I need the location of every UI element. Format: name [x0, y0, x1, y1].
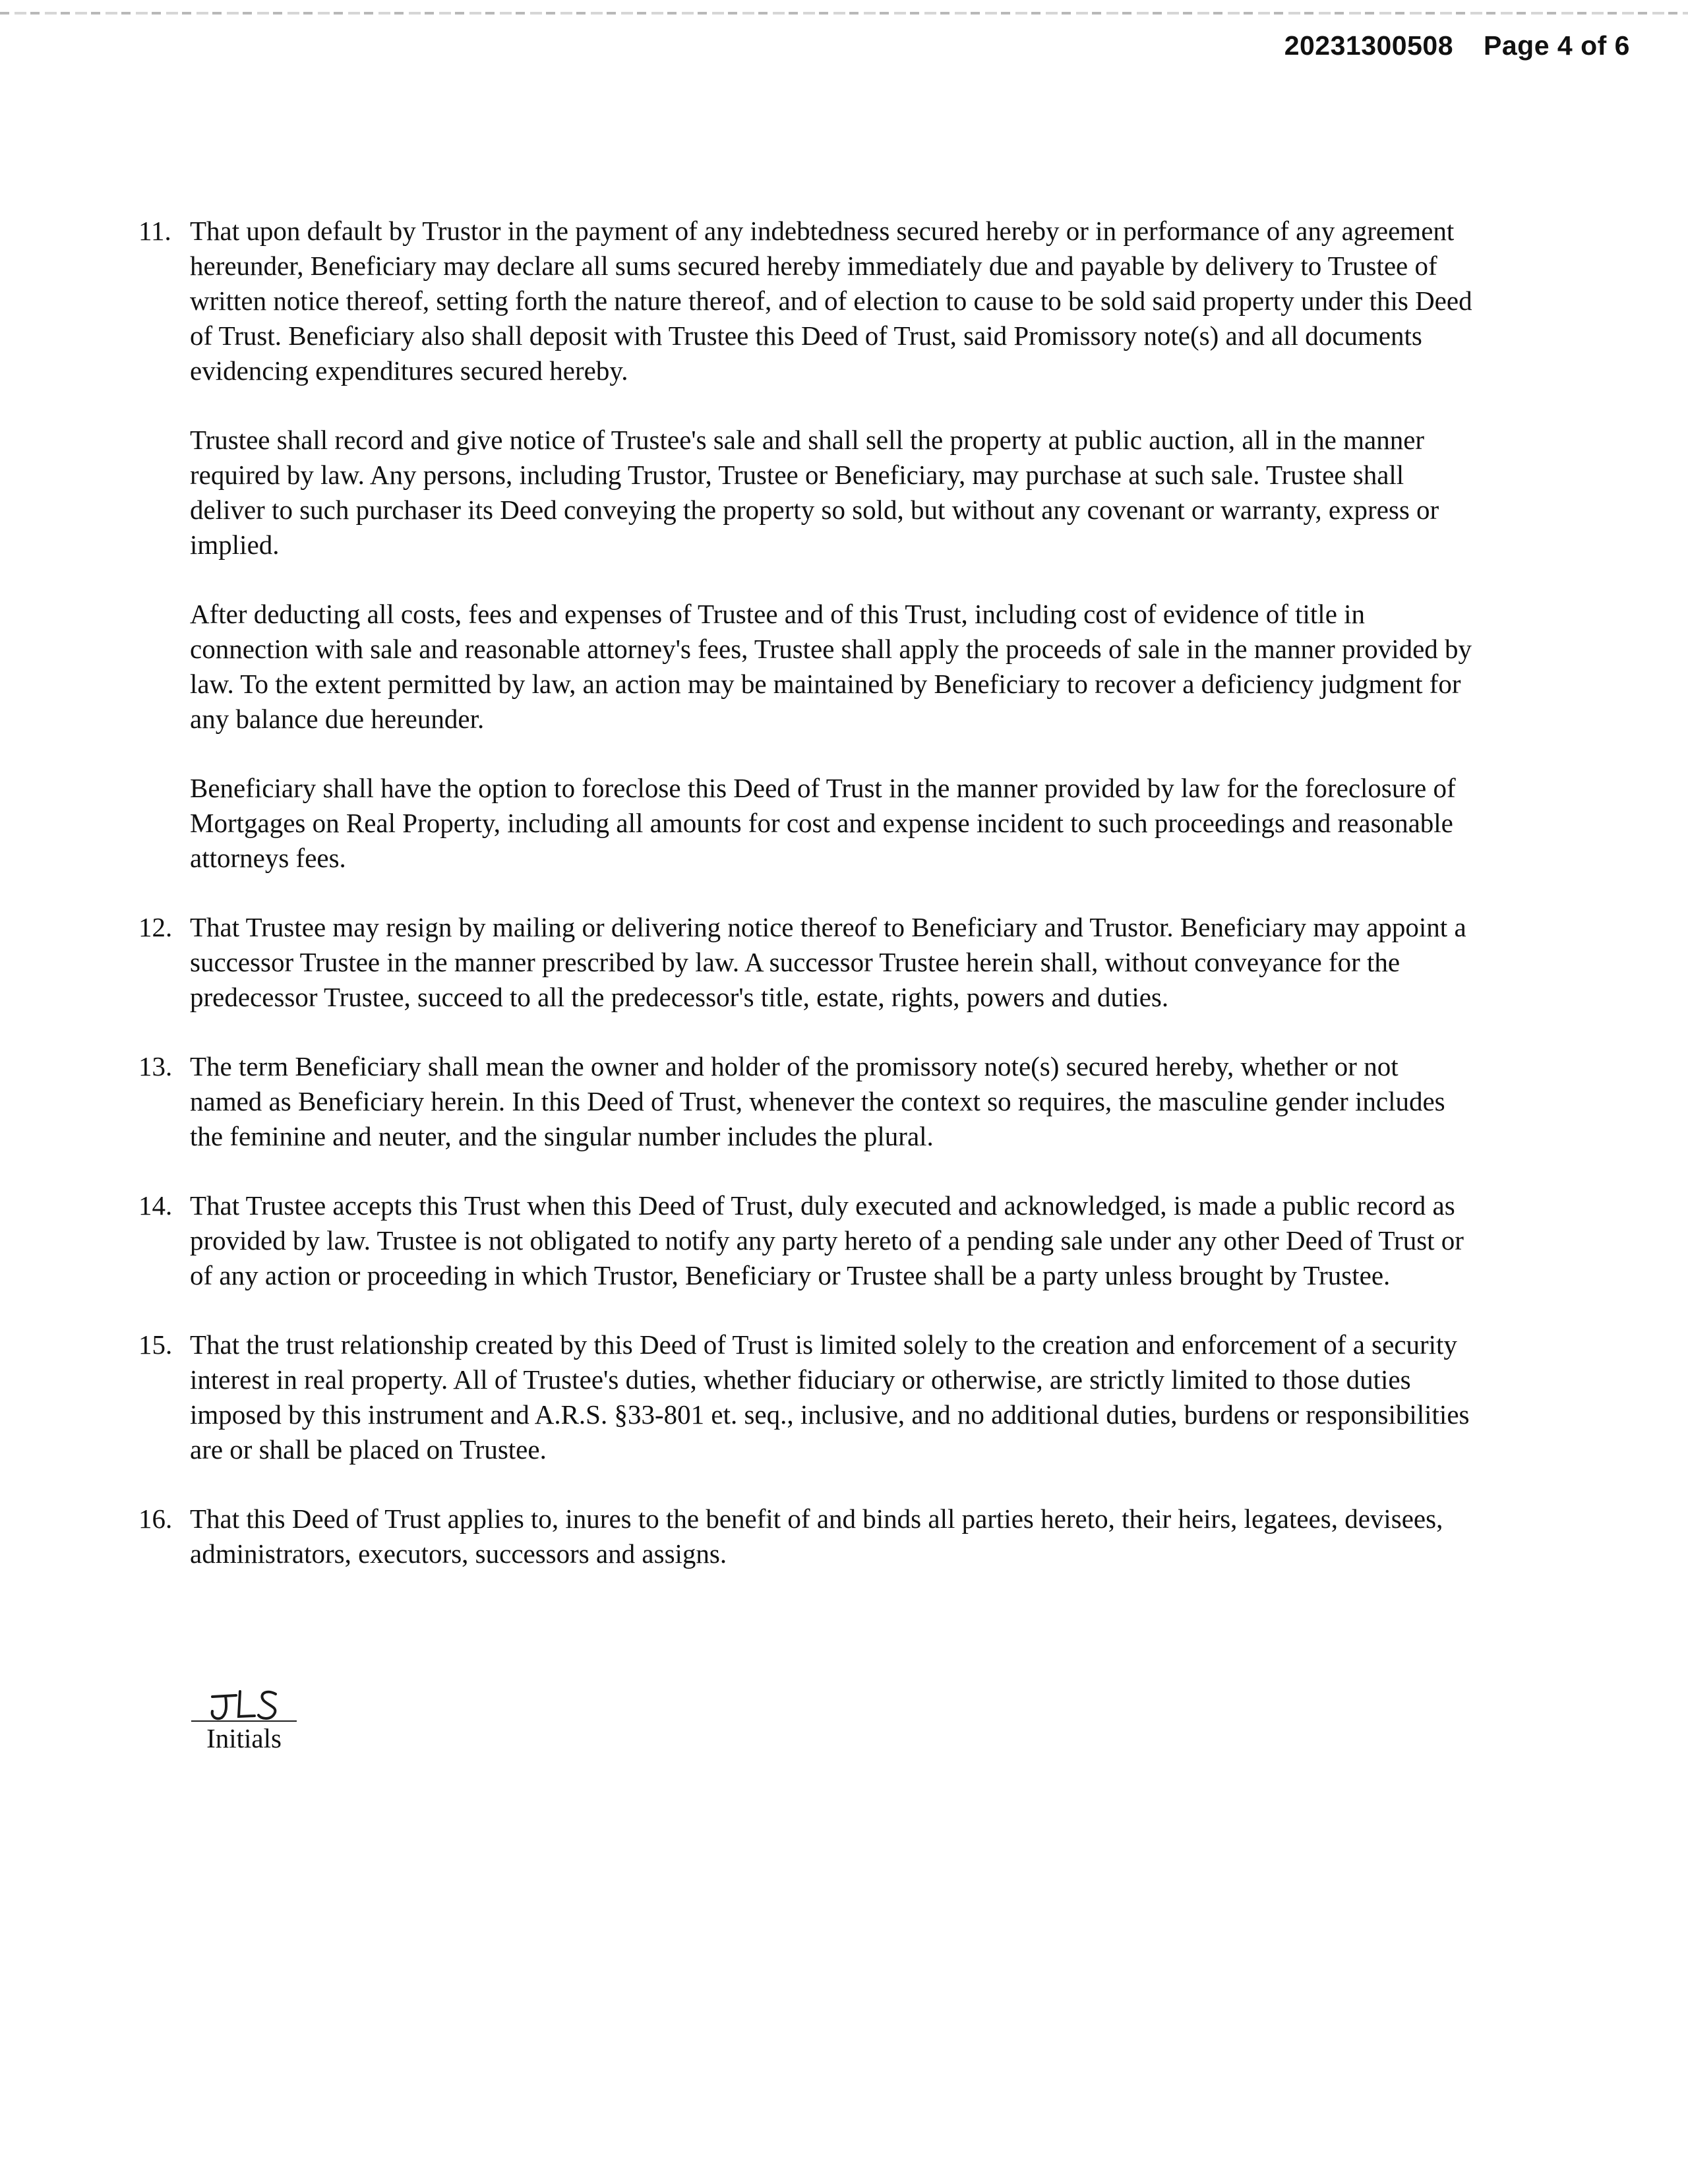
- provision-paragraph: After deducting all costs, fees and expenses of Trustee and of this Trust, including cost of evidence of title in connection with sale and reasonable attorney's fees, Trustee shall apply the proceeds of sale in the manner provided by law. To the extent permitted by law, an action may be maintained by Beneficiary to recover a deficiency judgment for any balance due hereunder.: [190, 599, 1472, 734]
- handwritten-initials-signature: [198, 1685, 290, 1724]
- provision-paragraph: The term Beneficiary shall mean the owner and holder of the promissory note(s) secured hereby, whether or not named as Beneficiary herein. In this Deed of Trust, whenever the context so requires, the masculine gender includes the feminine and neuter, and the singular number includes the plural.: [190, 1051, 1445, 1151]
- provision-paragraph: That upon default by Trustor in the payment of any indebtedness secured hereby or in performance of any agreement hereunder, Beneficiary may declare all sums secured hereby immediately due and payable by delivery to Trustee of written notice thereof, setting forth the nature thereof, and of election to cause to be sold said property under this Deed of Trust. Beneficiary also shall deposit with Trustee this Deed of Trust, said Promissory note(s) and all documents evidencing expenditures secured hereby.: [190, 216, 1472, 386]
- provision-number: 16.: [138, 1503, 173, 1534]
- provision-paragraph: Trustee shall record and give notice of Trustee's sale and shall sell the property at public auction, all in the manner required by law. Any persons, including Trustor, Trustee or Beneficiary, may purchase at such sale. Trustee shall deliver to such purchaser its Deed conveying the property so sold, but without any covenant or warranty, express or implied.: [190, 425, 1439, 560]
- provision-15: [138, 1327, 1477, 1467]
- initials-block: [191, 1685, 297, 1755]
- provision-11: [138, 214, 1477, 876]
- provision-number: 13.: [138, 1051, 173, 1081]
- provision-number: 14.: [138, 1190, 173, 1221]
- page-header: [1284, 30, 1630, 61]
- provision-14: [138, 1188, 1477, 1293]
- document-number: 20231300508: [1284, 30, 1454, 61]
- provision-paragraph: That Trustee accepts this Trust when this Deed of Trust, duly executed and acknowledged, is made a public record as provided by law. Trustee is not obligated to notify any party hereto of a pending sale under any other Deed of Trust or of any action or proceeding in which Trustor, Beneficiary or Trustee shall be a party unless brought by Trustee.: [190, 1190, 1464, 1290]
- provision-paragraph: That this Deed of Trust applies to, inures to the benefit of and binds all parties hereto, their heirs, legatees, devisees, administrators, executors, successors and assigns.: [190, 1503, 1443, 1569]
- provision-12: [138, 910, 1477, 1015]
- provision-16: [138, 1502, 1477, 1571]
- deed-provisions: [138, 214, 1477, 1606]
- page-indicator: Page 4 of 6: [1484, 30, 1630, 61]
- provision-13: [138, 1049, 1477, 1154]
- provision-paragraph: Beneficiary shall have the option to foreclose this Deed of Trust in the manner provided by law for the foreclosure of Mortgages on Real Property, including all amounts for cost and expense incident to such proceedings and reasonable attorneys fees.: [190, 773, 1456, 873]
- initials-label: Initials: [206, 1723, 282, 1753]
- provision-paragraph: That the trust relationship created by this Deed of Trust is limited solely to the creation and enforcement of a security interest in real property. All of Trustee's duties, whether fiduciary or otherwise, are strictly limited to those duties imposed by this instrument and A.R.S. §33-801 et. seq., inclusive, and no additional duties, burdens or responsibilities are or shall be placed on Trustee.: [190, 1329, 1470, 1465]
- provision-number: 12.: [138, 912, 173, 942]
- provision-number: 11.: [138, 216, 171, 246]
- provision-paragraph: That Trustee may resign by mailing or delivering notice thereof to Beneficiary and Trustor. Beneficiary may appoint a successor Trustee in the manner prescribed by law. A successor Trustee herein shall, without conveyance for the predecessor Trustee, succeed to all the predecessor's title, estate, rights, powers and duties.: [190, 912, 1466, 1012]
- scan-edge-artifact: [0, 12, 1688, 15]
- provision-number: 15.: [138, 1329, 173, 1360]
